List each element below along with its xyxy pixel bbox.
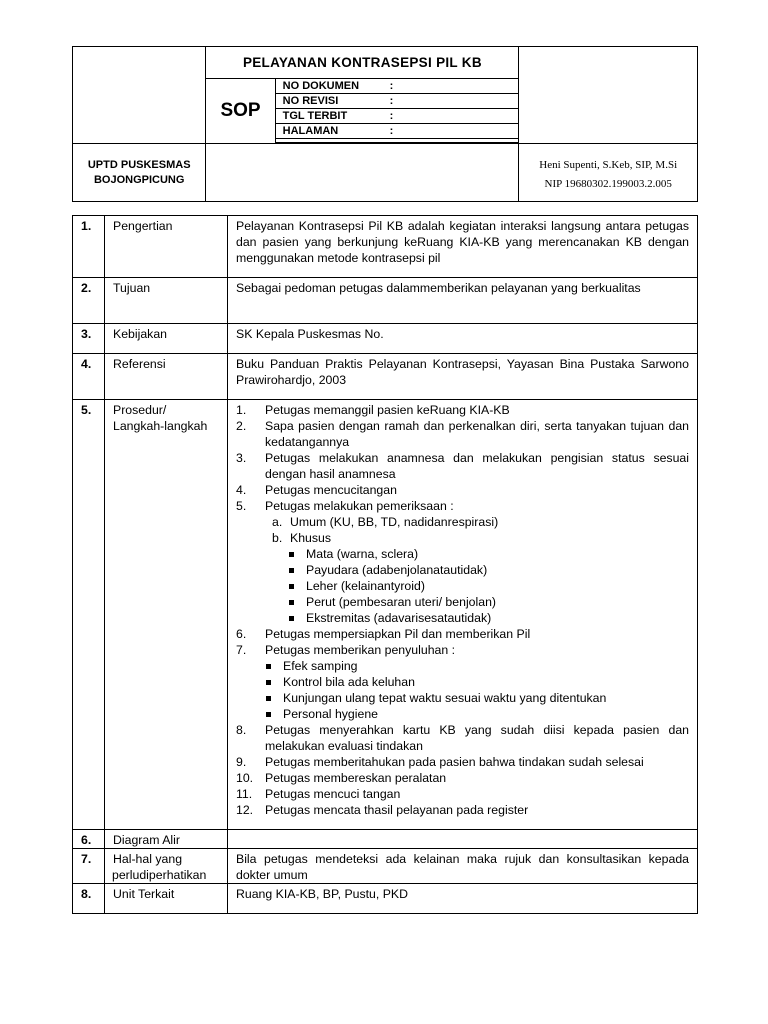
square-bullet-icon [266, 696, 271, 701]
counsel-item [265, 706, 689, 722]
step-5 [236, 498, 689, 626]
step-text: Petugas mempersiapkan Pil dan memberikan Pil [265, 627, 531, 641]
row-label [105, 849, 228, 884]
step-number: 1. [236, 403, 247, 417]
step-2 [236, 418, 689, 450]
row-prosedur [73, 400, 698, 830]
step-text: Petugas mencucitangan [265, 483, 397, 497]
square-bullet-icon [289, 552, 294, 557]
step-7 [236, 642, 689, 722]
row-label: Diagram Alir [105, 830, 228, 849]
step-text: Sapa pasien dengan ramah dan perkenalkan diri, serta tanyakan tujuan dan kedatangannya [265, 419, 689, 449]
substep-text: Umum (KU, BB, TD, nadidanrespirasi) [290, 515, 499, 529]
substep-b [272, 530, 689, 626]
counsel-item [265, 674, 689, 690]
document-title: PELAYANAN KONTRASEPSI PIL KB [206, 47, 519, 79]
row-number: 5. [73, 400, 105, 830]
row-label-line-1: Hal-hal yang [113, 852, 183, 866]
square-bullet-icon [289, 584, 294, 589]
step-number: 12. [236, 803, 254, 817]
step-text: Petugas membereskan peralatan [265, 771, 447, 785]
procedure-steps [228, 400, 698, 830]
step-6 [236, 626, 689, 642]
counsel-item-text: Kontrol bila ada keluhan [283, 675, 415, 689]
step-number: 7. [236, 643, 247, 657]
field-no-dokumen: NO DOKUMEN : [275, 79, 519, 94]
step-4 [236, 482, 689, 498]
row-number: 6. [73, 830, 105, 849]
exam-item [288, 594, 689, 610]
row-pengertian [73, 216, 698, 278]
counsel-item [265, 690, 689, 706]
field-no-revisi: NO REVISI : [275, 94, 519, 109]
row-label-line-2: perludiperhatikan [112, 868, 207, 882]
exam-item-text: Leher (kelainantyroid) [306, 579, 425, 593]
step-text: Petugas memberitahukan pada pasien bahwa tindakan sudah selesai [265, 755, 644, 769]
exam-item-text: Perut (pembesaran uteri/ benjolan) [306, 595, 497, 609]
org-line-2: BOJONGPICUNG [93, 173, 185, 186]
step-8 [236, 722, 689, 754]
counsel-item-text: Efek samping [283, 659, 358, 673]
exam-item [288, 578, 689, 594]
counsel-item-text: Personal hygiene [283, 707, 379, 721]
organization-name [73, 144, 206, 202]
square-bullet-icon [266, 712, 271, 717]
step-text: Petugas memberikan penyuluhan : [265, 643, 456, 657]
row-text: SK Kepala Puskesmas No. [228, 324, 698, 354]
step-3 [236, 450, 689, 482]
substep-text: Khusus [290, 531, 332, 545]
step-text: Petugas melakukan pemeriksaan : [265, 499, 454, 513]
row-text: Sebagai pedoman petugas dalammemberikan pelayanan yang berkualitas [228, 278, 698, 324]
row-number: 7. [73, 849, 105, 884]
step-number: 10. [236, 771, 254, 785]
step-text: Petugas melakukan anamnesa dan melakukan pengisian status sesuai dengan hasil anamnesa [265, 451, 689, 481]
header-logo-right [519, 47, 698, 144]
row-text: Buku Panduan Praktis Pelayanan Kontrasepsi, Yayasan Bina Pustaka Sarwono Prawirohardjo, 2003 [228, 354, 698, 400]
row-text [228, 830, 698, 849]
square-bullet-icon [289, 600, 294, 605]
exam-item-text: Mata (warna, sclera) [306, 547, 419, 561]
row-label: Pengertian [105, 216, 228, 278]
row-diagram-alir [73, 830, 698, 849]
exam-item [288, 610, 689, 626]
row-unit-terkait [73, 884, 698, 914]
row-number: 3. [73, 324, 105, 354]
field-tgl-terbit: TGL TERBIT : [275, 109, 519, 124]
field-halaman: HALAMAN : [275, 124, 519, 139]
row-number: 2. [73, 278, 105, 324]
signer-name: Heni Supenti, S.Keb, SIP, M.Si [539, 158, 678, 171]
signer-nip: NIP 19680302.199003.2.005 [544, 177, 672, 190]
step-11 [236, 786, 689, 802]
exam-item-text: Ekstremitas (adavarisesatautidak) [306, 611, 492, 625]
row-kebijakan [73, 324, 698, 354]
row-number: 4. [73, 354, 105, 400]
substep-marker: b. [272, 531, 283, 545]
step-10 [236, 770, 689, 786]
step-number: 8. [236, 723, 247, 737]
step-text: Petugas menyerahkan kartu KB yang sudah diisi kepada pasien dan melakukan evaluasi tindakan [265, 723, 689, 753]
sop-content-table [72, 215, 698, 914]
row-label: Tujuan [105, 278, 228, 324]
step-number: 9. [236, 755, 247, 769]
sop-header [72, 46, 698, 202]
substep-marker: a. [272, 515, 283, 529]
row-number: 1. [73, 216, 105, 278]
step-1 [236, 402, 689, 418]
counsel-item-text: Kunjungan ulang tepat waktu sesuai waktu yang ditentukan [283, 691, 607, 705]
step-text: Petugas memanggil pasien keRuang KIA-KB [265, 403, 510, 417]
row-hal-hal [73, 849, 698, 884]
row-text: Pelayanan Kontrasepsi Pil KB adalah kegiatan interaksi langsung antara petugas dan pasien yang berkunjung keRuang KIA-KB yang merencanakan KB dengan menggunakan metode kontrasepsi pil [228, 216, 698, 278]
signature-block [519, 144, 698, 202]
step-9 [236, 754, 689, 770]
exam-item-text: Payudara (adabenjolanatautidak) [306, 563, 488, 577]
exam-item [288, 562, 689, 578]
row-label-line-1: Prosedur/ [113, 403, 167, 417]
row-label: Kebijakan [105, 324, 228, 354]
square-bullet-icon [289, 616, 294, 621]
square-bullet-icon [266, 680, 271, 685]
step-number: 11. [236, 787, 253, 801]
step-number: 5. [236, 499, 247, 513]
square-bullet-icon [266, 664, 271, 669]
row-number: 8. [73, 884, 105, 914]
step-text: Petugas mencuci tangan [265, 787, 401, 801]
exam-item [288, 546, 689, 562]
step-text: Petugas mencata thasil pelayanan pada register [265, 803, 529, 817]
substep-a [272, 514, 689, 530]
org-line-1: UPTD PUSKESMAS [87, 158, 191, 171]
row-text: Ruang KIA-KB, BP, Pustu, PKD [228, 884, 698, 914]
step-12 [236, 802, 689, 818]
row-text: Bila petugas mendeteksi ada kelainan maka rujuk dan konsultasikan kepada dokter umum [228, 849, 698, 884]
step-number: 3. [236, 451, 247, 465]
header-logo-area [73, 47, 206, 144]
row-tujuan [73, 278, 698, 324]
step-number: 2. [236, 419, 247, 433]
square-bullet-icon [289, 568, 294, 573]
row-label: Referensi [105, 354, 228, 400]
row-label-line-2: Langkah-langkah [113, 419, 208, 433]
row-label [105, 400, 228, 830]
row-referensi [73, 354, 698, 400]
counsel-item [265, 658, 689, 674]
step-number: 6. [236, 627, 247, 641]
sop-label: SOP [206, 79, 275, 144]
step-number: 4. [236, 483, 247, 497]
row-label: Unit Terkait [105, 884, 228, 914]
header-middle-empty [206, 144, 519, 202]
